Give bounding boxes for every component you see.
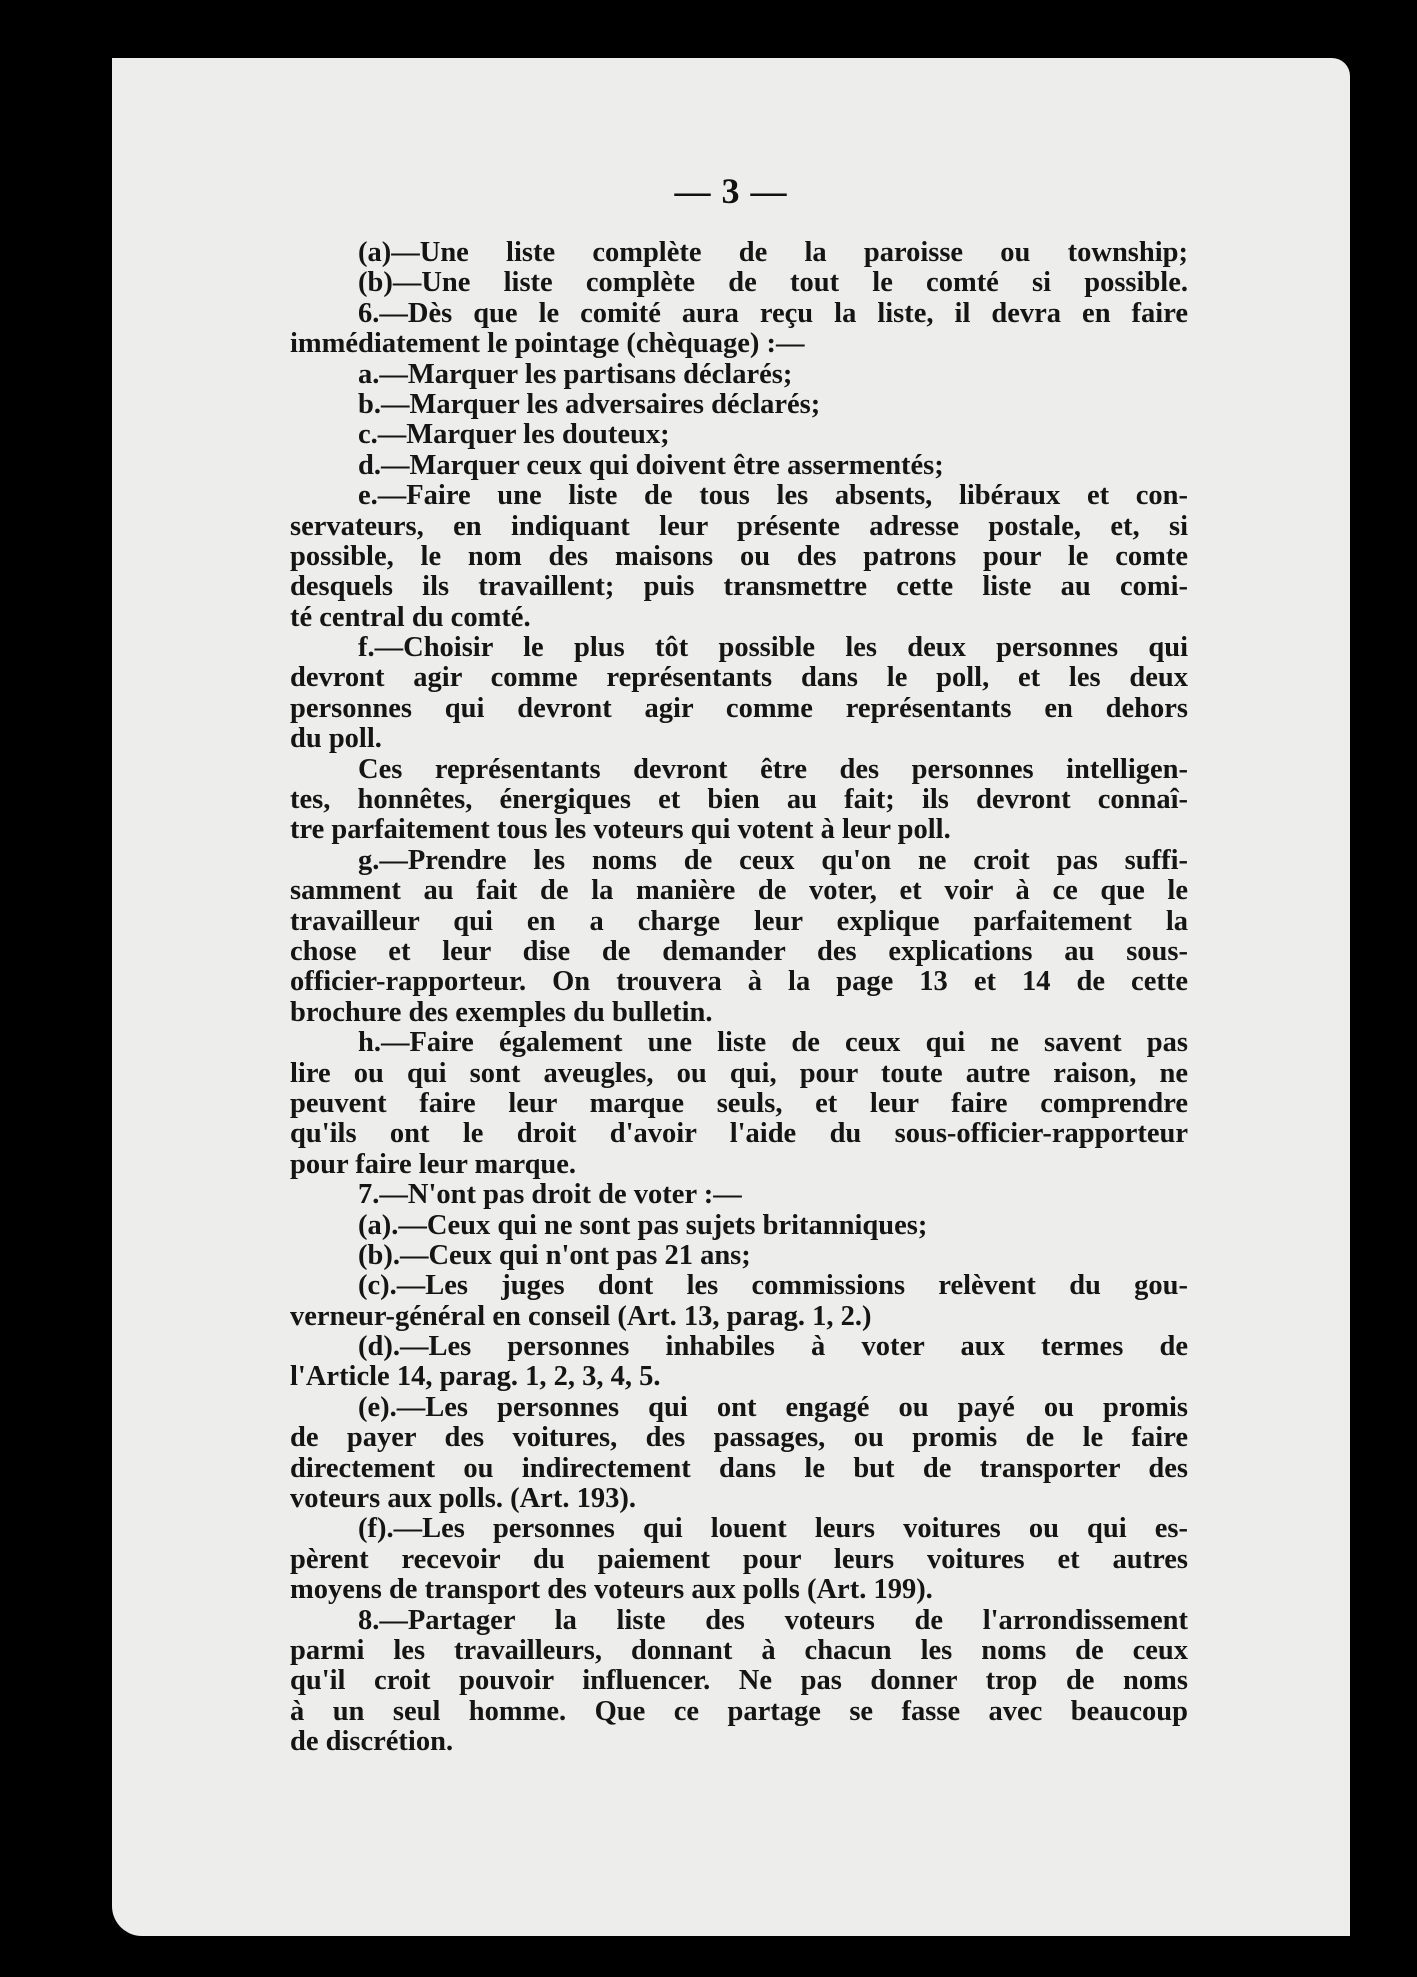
text-line: 6.—Dès que le comité aura reçu la liste, il devra en faire bbox=[358, 297, 1188, 329]
text-line: (b).—Ceux qui n'ont pas 21 ans; bbox=[358, 1239, 751, 1271]
text-line: immédiatement le pointage (chèquage) :— bbox=[290, 328, 805, 360]
text-line: d.—Marquer ceux qui doivent être assermentés; bbox=[358, 449, 944, 481]
text-line: chose et leur dise de demander des explications au sous- bbox=[290, 935, 1188, 967]
text-line: Ces représentants devront être des personnes intelligen- bbox=[358, 753, 1188, 785]
text-line: tes, honnêtes, énergiques et bien au fait; ils devront connaî- bbox=[290, 784, 1188, 816]
text-line: (a).—Ceux qui ne sont pas sujets britanniques; bbox=[358, 1209, 928, 1241]
page-number: — 3 — bbox=[674, 171, 788, 211]
text-line: parmi les travailleurs, donnant à chacun les noms de ceux bbox=[290, 1634, 1188, 1666]
text-line: qu'ils ont le droit d'avoir l'aide du sous-officier-rapporteur bbox=[290, 1118, 1188, 1150]
text-line: travailleur qui en a charge leur explique parfaitement la bbox=[290, 905, 1188, 937]
text-line: samment au fait de la manière de voter, et voir à ce que le bbox=[290, 875, 1188, 907]
text-line: 8.—Partager la liste des voteurs de l'arrondissement bbox=[358, 1604, 1188, 1636]
text-line: (c).—Les juges dont les commissions relèvent du gou- bbox=[358, 1270, 1188, 1302]
text-line: de payer des voitures, des passages, ou promis de le faire bbox=[290, 1422, 1188, 1454]
text-line: qu'il croit pouvoir influencer. Ne pas donner trop de noms bbox=[290, 1665, 1188, 1697]
text-line: personnes qui devront agir comme représentants en dehors bbox=[290, 692, 1188, 724]
text-line: servateurs, en indiquant leur présente adresse postale, et, si bbox=[290, 510, 1188, 542]
document-page bbox=[112, 58, 1350, 1936]
text-line: de discrétion. bbox=[290, 1726, 454, 1758]
text-line: 7.—N'ont pas droit de voter :— bbox=[358, 1179, 742, 1211]
body-text bbox=[290, 238, 1188, 1758]
text-line: moyens de transport des voteurs aux polls (Art. 199). bbox=[290, 1574, 933, 1606]
text-line: g.—Prendre les noms de ceux qu'on ne croit pas suffi- bbox=[358, 844, 1188, 876]
text-line: té central du comté. bbox=[290, 601, 531, 633]
text-line: devront agir comme représentants dans le poll, et les deux bbox=[290, 662, 1188, 694]
text-line: du poll. bbox=[290, 723, 382, 755]
text-line: brochure des exemples du bulletin. bbox=[290, 996, 713, 1028]
text-line: (a)—Une liste complète de la paroisse ou township; bbox=[358, 237, 1188, 268]
text-line: pèrent recevoir du paiement pour leurs voitures et autres bbox=[290, 1543, 1188, 1575]
text-line: (e).—Les personnes qui ont engagé ou payé ou promis bbox=[358, 1391, 1188, 1423]
text-line: pour faire leur marque. bbox=[290, 1148, 577, 1180]
text-line: a.—Marquer les partisans déclarés; bbox=[358, 358, 793, 390]
text-line: (b)—Une liste complète de tout le comté si possible. bbox=[358, 267, 1188, 299]
text-line: tre parfaitement tous les voteurs qui votent à leur poll. bbox=[290, 814, 951, 846]
text-line: directement ou indirectement dans le but de transporter des bbox=[290, 1452, 1188, 1484]
text-line: e.—Faire une liste de tous les absents, libéraux et con- bbox=[358, 480, 1188, 512]
text-line: c.—Marquer les douteux; bbox=[358, 419, 670, 451]
text-line: à un seul homme. Que ce partage se fasse avec beaucoup bbox=[290, 1695, 1188, 1727]
text-line: officier-rapporteur. On trouvera à la page 13 et 14 de cette bbox=[290, 966, 1188, 998]
text-line: possible, le nom des maisons ou des patrons pour le comte bbox=[290, 540, 1188, 572]
text-line: lire ou qui sont aveugles, ou qui, pour toute autre raison, ne bbox=[290, 1057, 1188, 1089]
text-line: f.—Choisir le plus tôt possible les deux personnes qui bbox=[358, 632, 1188, 664]
text-line: l'Article 14, parag. 1, 2, 3, 4, 5. bbox=[290, 1361, 661, 1393]
text-line: desquels ils travaillent; puis transmettre cette liste au comi- bbox=[290, 571, 1188, 603]
text-line: b.—Marquer les adversaires déclarés; bbox=[358, 388, 821, 420]
text-line: (d).—Les personnes inhabiles à voter aux termes de bbox=[358, 1331, 1188, 1363]
text-line: (f).—Les personnes qui louent leurs voitures ou qui es- bbox=[358, 1513, 1188, 1545]
text-line: verneur-général en conseil (Art. 13, parag. 1, 2.) bbox=[290, 1300, 872, 1332]
text-line: voteurs aux polls. (Art. 193). bbox=[290, 1483, 636, 1515]
text-line: h.—Faire également une liste de ceux qui ne savent pas bbox=[358, 1027, 1188, 1059]
text-line: peuvent faire leur marque seuls, et leur faire comprendre bbox=[290, 1087, 1188, 1119]
